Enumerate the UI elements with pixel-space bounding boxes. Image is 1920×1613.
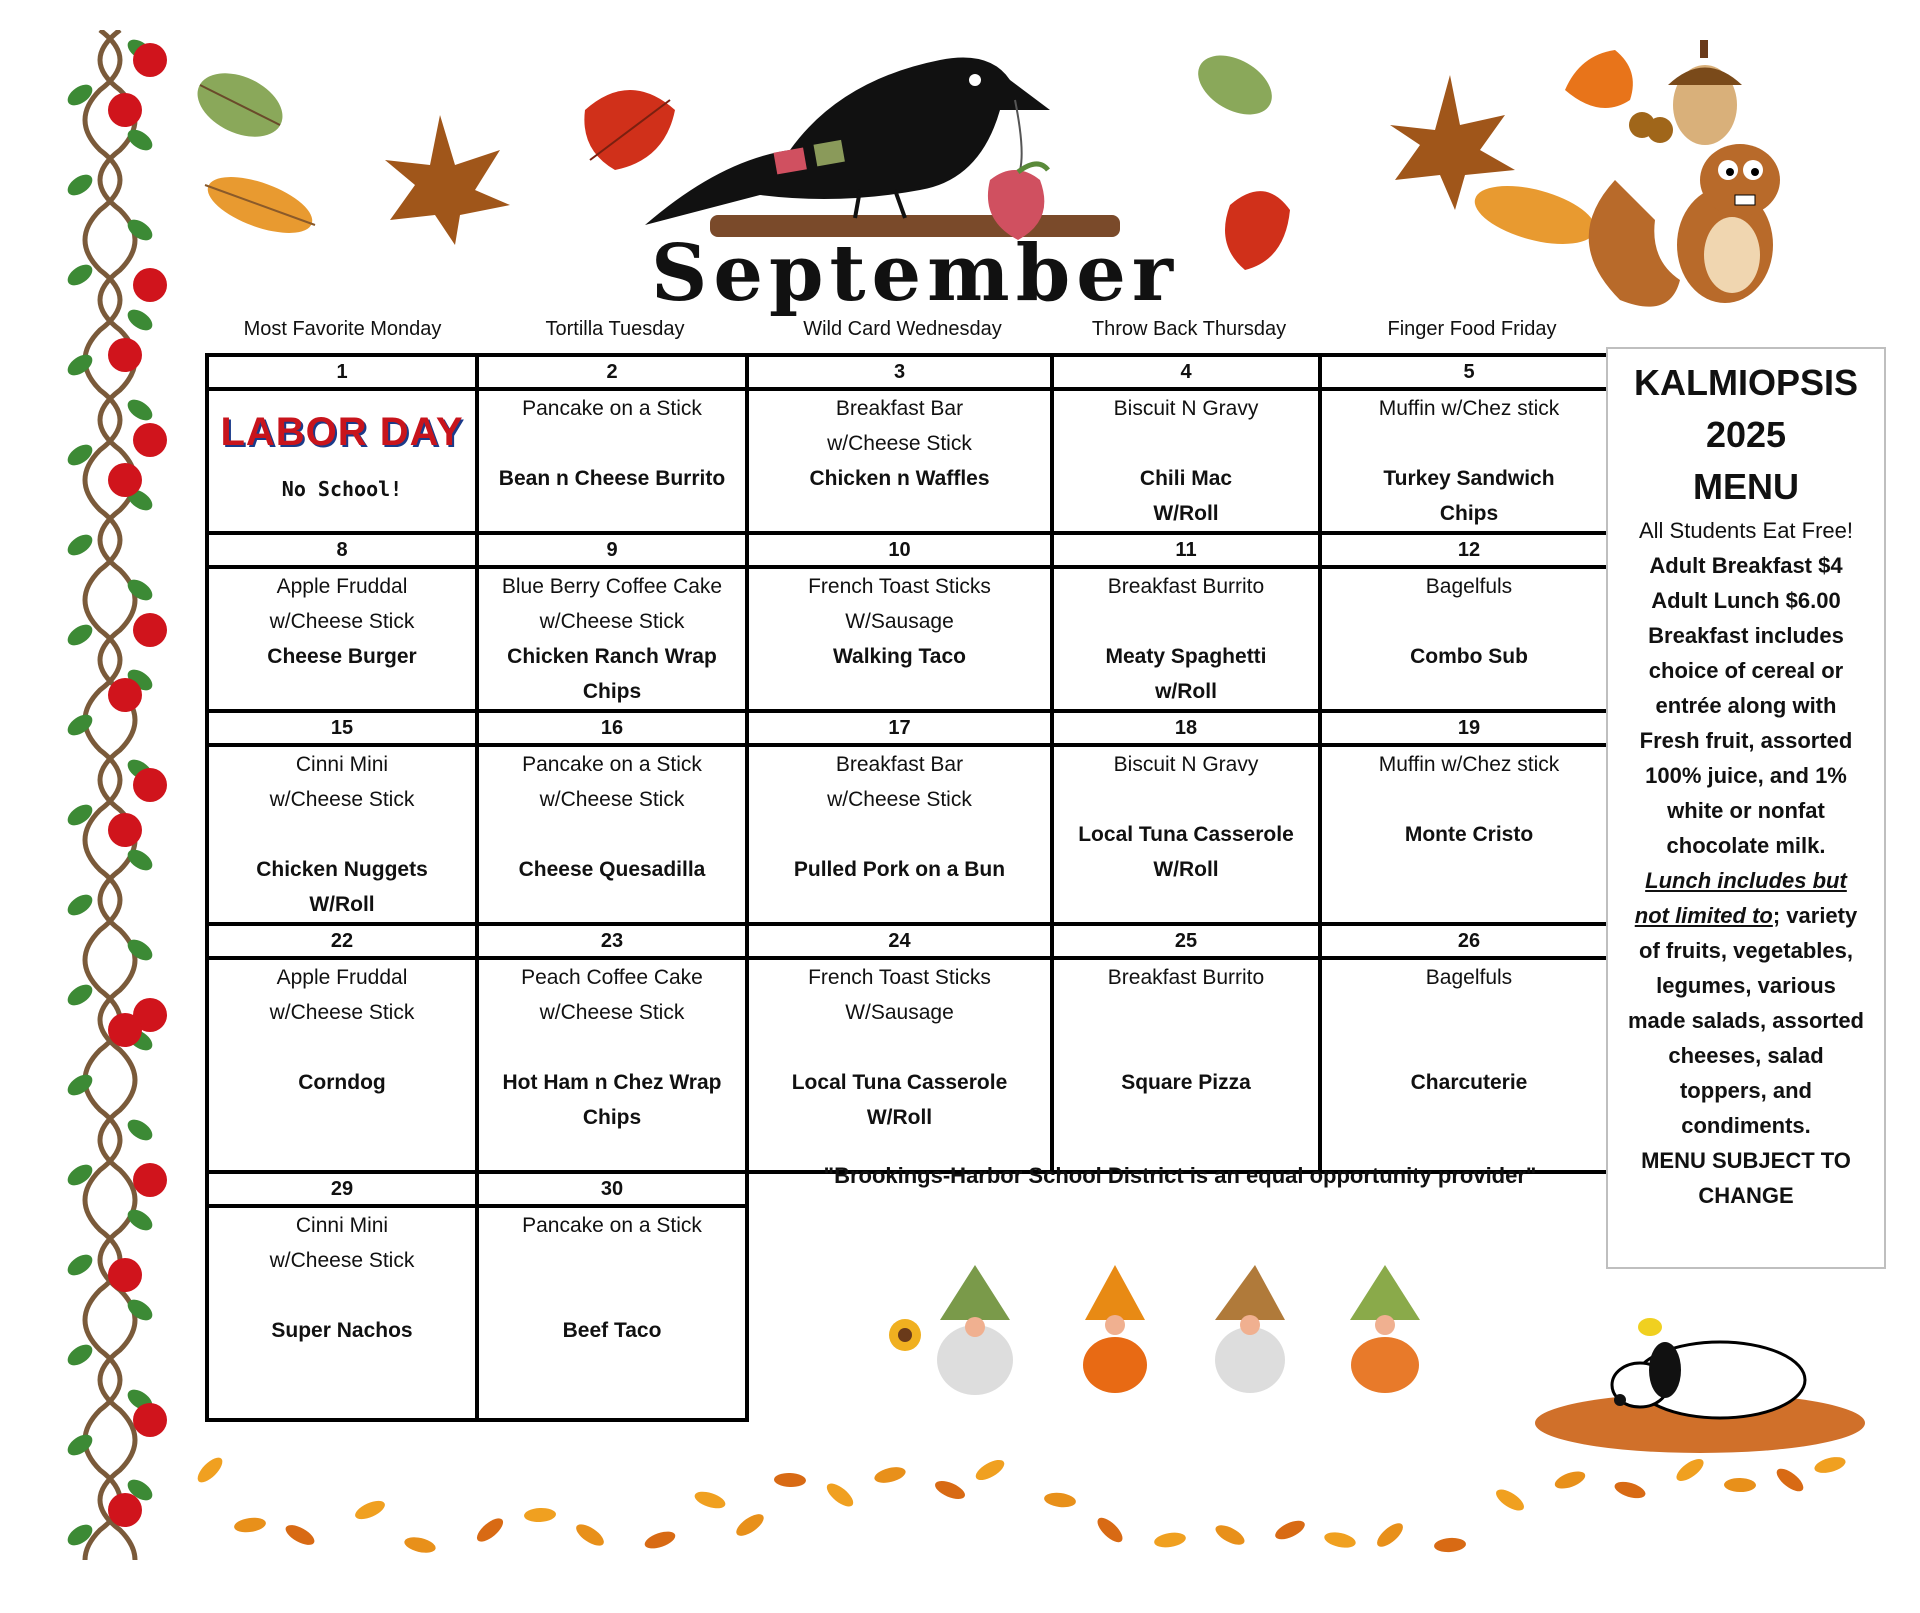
autumn-leaf-icon <box>1773 1465 1807 1496</box>
menu-item <box>749 496 1050 531</box>
menu-item: w/Roll <box>1155 680 1217 703</box>
day-menu-cell <box>1320 389 1618 533</box>
day-number: 18 <box>1052 711 1320 745</box>
apple-icon <box>108 1013 142 1047</box>
day-number: 4 <box>1052 355 1320 389</box>
apple-icon <box>133 1163 167 1197</box>
menu-item: French Toast Sticks <box>808 966 991 989</box>
vine-leaf-icon <box>64 530 96 559</box>
menu-info-sidebar <box>1606 347 1886 1269</box>
menu-item: w/Cheese Stick <box>269 1249 415 1272</box>
week-menu-row <box>207 567 1618 711</box>
vine-leaf-icon <box>124 395 156 424</box>
menu-item <box>479 817 745 852</box>
menu-item: W/Sausage <box>845 610 954 633</box>
menu-item: Meaty Spaghetti <box>1105 645 1267 668</box>
menu-item: Cheese Burger <box>267 645 417 668</box>
week-number-row <box>207 533 1618 567</box>
day-menu-cell <box>747 567 1052 711</box>
menu-item: Breakfast Bar <box>835 397 964 420</box>
autumn-leaf-icon <box>1323 1530 1357 1550</box>
apple-icon <box>108 463 142 497</box>
breakfast-description <box>1608 618 1884 863</box>
menu-item <box>1322 1030 1616 1065</box>
menu-item: w/Cheese Stick <box>269 1001 415 1024</box>
day-number: 1 <box>207 355 477 389</box>
menu-item: w/Cheese Stick <box>827 432 972 455</box>
menu-item: Combo Sub <box>1410 645 1528 668</box>
day-menu-cell <box>1052 745 1320 924</box>
day-number: 22 <box>207 924 477 958</box>
gnomes-illustration <box>880 1265 1450 1400</box>
menu-item: w/Cheese Stick <box>539 1001 685 1024</box>
vine-leaf-icon <box>64 260 96 289</box>
sidebar-text-line: made salads, assorted <box>1627 1008 1864 1033</box>
menu-item <box>479 1348 745 1383</box>
menu-item: Chicken Ranch Wrap <box>507 645 717 668</box>
menu-item: Chili Mac <box>1139 467 1233 490</box>
header-friday: Finger Food Friday <box>1387 318 1557 340</box>
day-menu-cell <box>477 745 747 924</box>
menu-item <box>1322 995 1616 1030</box>
variety-text: ; variety <box>1772 903 1858 928</box>
sidebar-text-line: MENU SUBJECT TO <box>1641 1148 1851 1173</box>
day-menu-cell <box>1052 567 1320 711</box>
autumn-leaf-icon <box>1153 1531 1187 1550</box>
menu-item: Muffin w/Chez stick <box>1378 397 1560 420</box>
autumn-leaf-icon <box>1724 1478 1756 1493</box>
menu-item: Chips <box>582 1106 642 1129</box>
header-wednesday: Wild Card Wednesday <box>803 318 1002 340</box>
green-leaf-icon <box>1188 45 1282 127</box>
autumn-leaf-icon <box>1434 1537 1467 1553</box>
menu-item <box>209 1030 475 1065</box>
apple-icon <box>108 1493 142 1527</box>
day-number: 17 <box>747 711 1052 745</box>
autumn-leaf-icon <box>1373 1519 1406 1551</box>
menu-item: Charcuterie <box>1410 1071 1528 1094</box>
autumn-leaf-icon <box>1094 1514 1127 1546</box>
not-limited-text: not limited to <box>1634 903 1773 928</box>
menu-item: Pancake on a Stick <box>522 1214 702 1237</box>
menu-item <box>1322 782 1616 817</box>
menu-item: W/Roll <box>309 893 375 916</box>
oak-leaf-icon <box>1565 50 1633 108</box>
menu-subject-to-change <box>1608 1143 1884 1213</box>
vine-leaf-icon <box>64 1340 96 1369</box>
autumn-leaf-icon <box>1493 1485 1527 1514</box>
day-menu-cell <box>747 745 1052 924</box>
day-menu-cell <box>1320 567 1618 711</box>
apple-icon <box>133 613 167 647</box>
autumn-leaf-icon <box>933 1477 968 1502</box>
autumn-leaf-icon <box>774 1472 806 1487</box>
red-leaf-icon <box>1225 191 1290 270</box>
menu-item: Pancake on a Stick <box>522 397 702 420</box>
vine-leaf-icon <box>64 890 96 919</box>
menu-item: W/Sausage <box>845 1001 954 1024</box>
menu-item: Local Tuna Casserole <box>1078 823 1294 846</box>
menu-item: Chips <box>582 680 642 703</box>
day-number: 15 <box>207 711 477 745</box>
autumn-leaf-icon <box>873 1464 907 1485</box>
menu-item <box>479 1278 745 1313</box>
apple-icon <box>133 768 167 802</box>
sidebar-text-line: entrée along with <box>1655 693 1837 718</box>
sidebar-text-line: Fresh fruit, assorted <box>1639 728 1853 753</box>
day-menu-cell <box>1320 745 1618 924</box>
gnome-basket-icon <box>1350 1265 1420 1393</box>
day-number: 9 <box>477 533 747 567</box>
menu-item: Square Pizza <box>1121 1071 1251 1094</box>
apple-icon <box>133 423 167 457</box>
menu-calendar <box>205 353 1620 1422</box>
menu-item: Bagelfuls <box>1425 575 1513 598</box>
vine-leaf-icon <box>124 1115 156 1144</box>
menu-item: w/Cheese Stick <box>539 610 685 633</box>
autumn-leaf-icon <box>283 1521 318 1549</box>
autumn-leaf-icon <box>973 1456 1008 1484</box>
autumn-leaf-icon <box>473 1514 507 1545</box>
menu-item <box>209 1383 475 1418</box>
gnome-pumpkin-icon <box>1083 1265 1147 1393</box>
menu-item <box>1322 1100 1616 1135</box>
vine-leaf-icon <box>64 980 96 1009</box>
autumn-leaves-decoration <box>190 55 550 245</box>
sidebar-text-line: choice of cereal or <box>1648 658 1844 683</box>
sidebar-title-line: MENU <box>1693 466 1799 507</box>
sidebar-text-line: Breakfast includes <box>1648 623 1844 648</box>
day-number: 19 <box>1320 711 1618 745</box>
sidebar-title-line: KALMIOPSIS <box>1633 362 1858 403</box>
menu-item: Biscuit N Gravy <box>1113 753 1259 776</box>
menu-item: W/Roll <box>866 1106 933 1129</box>
day-menu-cell <box>477 1206 747 1420</box>
menu-item <box>209 674 475 709</box>
day-menu-cell <box>747 389 1052 533</box>
menu-item <box>1322 887 1616 922</box>
autumn-leaf-icon <box>403 1535 437 1556</box>
menu-item <box>1054 426 1318 461</box>
menu-item <box>479 887 745 922</box>
menu-item <box>1322 604 1616 639</box>
day-number: 29 <box>207 1172 477 1206</box>
labor-day-logo <box>209 391 475 529</box>
weekday-header-row <box>205 318 1605 354</box>
menu-item <box>1322 426 1616 461</box>
menu-item <box>749 817 1050 852</box>
apple-icon <box>133 43 167 77</box>
autumn-leaf-icon <box>1673 1455 1707 1485</box>
autumn-leaf-icon <box>1813 1454 1848 1476</box>
menu-item: Chips <box>1439 502 1499 525</box>
day-number: 11 <box>1052 533 1320 567</box>
dog-on-leaf-pile-illustration <box>1530 1305 1870 1455</box>
menu-item <box>209 1135 475 1170</box>
day-number: 23 <box>477 924 747 958</box>
month-title: September <box>651 228 1179 319</box>
menu-item <box>479 1030 745 1065</box>
sidebar-text-line: CHANGE <box>1698 1183 1794 1208</box>
sidebar-text-line: chocolate milk. <box>1666 833 1826 858</box>
squirrel-with-acorn-illustration <box>1560 30 1880 330</box>
menu-item: Monte Cristo <box>1404 823 1534 846</box>
sidebar-title-line: 2025 <box>1705 414 1787 455</box>
day-number: 5 <box>1320 355 1618 389</box>
day-number: 12 <box>1320 533 1618 567</box>
menu-item: w/Cheese Stick <box>827 788 972 811</box>
menu-item: w/Cheese Stick <box>269 610 415 633</box>
menu-item: w/Cheese Stick <box>269 788 415 811</box>
orange-leaf-icon <box>201 166 319 245</box>
menu-item <box>479 1243 745 1278</box>
maple-leaf-icon <box>385 115 510 245</box>
menu-item: Local Tuna Casserole <box>791 1071 1008 1094</box>
menu-item: Cinni Mini <box>295 1214 389 1237</box>
menu-item: W/Roll <box>1153 502 1219 525</box>
menu-item <box>1054 782 1318 817</box>
week-menu-row <box>207 745 1618 924</box>
autumn-leaf-icon <box>524 1507 557 1523</box>
gnome-sunflower-icon <box>889 1265 1013 1395</box>
adult-breakfast-price: Adult Breakfast $4 <box>1649 553 1843 578</box>
green-leaf-icon <box>190 61 293 150</box>
sidebar-text-line: legumes, various <box>1656 973 1836 998</box>
menu-item: Blue Berry Coffee Cake <box>501 575 723 598</box>
day-number: 25 <box>1052 924 1320 958</box>
menu-item: W/Roll <box>1153 858 1219 881</box>
autumn-leaf-icon <box>693 1488 728 1511</box>
autumn-leaf-icon <box>1553 1468 1588 1492</box>
lunch-includes-text: Lunch includes but <box>1645 868 1847 893</box>
menu-item <box>209 817 475 852</box>
menu-item <box>479 496 745 531</box>
lunch-not-limited-line <box>1608 898 1884 933</box>
sidebar-text-line: toppers, and <box>1679 1078 1812 1103</box>
menu-item <box>749 1030 1050 1065</box>
menu-item: Breakfast Bar <box>835 753 964 776</box>
day-menu-cell <box>207 1206 477 1420</box>
menu-item: Breakfast Burrito <box>1107 966 1265 989</box>
menu-item: Walking Taco <box>832 645 966 668</box>
menu-item <box>749 887 1050 922</box>
autumn-leaf-icon <box>1213 1521 1248 1548</box>
apple-icon <box>108 93 142 127</box>
menu-item <box>479 1383 745 1418</box>
day-menu-cell <box>477 389 747 533</box>
day-number: 26 <box>1320 924 1618 958</box>
week-number-row <box>207 711 1618 745</box>
menu-item: Peach Coffee Cake <box>521 966 703 989</box>
week-number-row <box>207 924 1618 958</box>
menu-item <box>1054 1030 1318 1065</box>
menu-item: Corndog <box>298 1071 386 1094</box>
menu-item: Pulled Pork on a Bun <box>793 858 1006 881</box>
adult-lunch-price: Adult Lunch $6.00 <box>1651 588 1841 613</box>
menu-item: French Toast Sticks <box>808 575 991 598</box>
bird-icon <box>1638 1318 1662 1336</box>
menu-item: Beef Taco <box>562 1319 662 1342</box>
menu-item <box>1054 1100 1318 1135</box>
menu-item: Apple Fruddal <box>276 575 408 598</box>
menu-item: Bagelfuls <box>1425 966 1513 989</box>
week-menu-row <box>207 958 1618 1172</box>
squirrel-icon <box>1589 144 1780 307</box>
menu-item: Chicken n Waffles <box>809 467 990 490</box>
day-number: 16 <box>477 711 747 745</box>
sidebar-title <box>1608 357 1884 513</box>
falling-leaves-border <box>190 1440 1870 1560</box>
autumn-leaf-icon <box>643 1528 678 1552</box>
day-number: 30 <box>477 1172 747 1206</box>
menu-item: Muffin w/Chez stick <box>1378 753 1560 776</box>
vine-leaf-icon <box>64 170 96 199</box>
day-menu-cell <box>747 958 1052 1172</box>
day-number: 24 <box>747 924 1052 958</box>
autumn-leaf-icon <box>353 1497 388 1523</box>
day-menu-cell <box>1052 389 1320 533</box>
menu-item: Bean n Cheese Burrito <box>498 467 726 490</box>
menu-item <box>1054 995 1318 1030</box>
day-menu-cell <box>477 567 747 711</box>
apple-icon <box>133 268 167 302</box>
equal-opportunity-note: "Brookings-Harbor School District is an equal opportunity provider" <box>823 1163 1537 1188</box>
header-monday: Most Favorite Monday <box>243 318 442 340</box>
autumn-leaf-icon <box>1273 1517 1308 1543</box>
crow-illustration <box>640 40 1180 250</box>
apple-icon <box>988 100 1048 240</box>
vine-leaf-icon <box>64 620 96 649</box>
header-thursday: Throw Back Thursday <box>1091 318 1287 340</box>
menu-item <box>209 1100 475 1135</box>
apple-icon <box>108 338 142 372</box>
menu-item <box>209 1278 475 1313</box>
menu-item: Cheese Quesadilla <box>518 858 706 881</box>
day-menu-cell <box>207 567 477 711</box>
menu-item: w/Cheese Stick <box>539 788 685 811</box>
autumn-leaf-icon <box>233 1516 267 1534</box>
menu-item: Chicken Nuggets <box>256 858 428 881</box>
labor-day-text: LABOR DAY <box>220 410 464 454</box>
menu-item: Cinni Mini <box>295 753 389 776</box>
vine-leaf-icon <box>124 305 156 334</box>
day-menu-cell <box>207 958 477 1172</box>
menu-item <box>479 1135 745 1170</box>
menu-item <box>1054 604 1318 639</box>
menu-item <box>1054 887 1318 922</box>
day-menu-cell <box>1320 958 1618 1172</box>
day-menu-cell <box>477 958 747 1172</box>
sidebar-text-line: white or nonfat <box>1667 798 1825 823</box>
autumn-leaf-icon <box>194 1454 227 1487</box>
menu-item: Turkey Sandwich <box>1383 467 1555 490</box>
sidebar-text-line: cheeses, salad <box>1668 1043 1824 1068</box>
menu-item: Pancake on a Stick <box>522 753 702 776</box>
no-school-text: No School! <box>281 477 403 501</box>
menu-item: Hot Ham n Chez Wrap <box>502 1071 722 1094</box>
day-menu-cell <box>207 389 477 533</box>
menu-item <box>1322 674 1616 709</box>
autumn-leaves-decoration-right <box>1185 45 1605 275</box>
header-tuesday: Tortilla Tuesday <box>545 318 685 340</box>
acorn-icon <box>1629 40 1742 145</box>
menu-item <box>479 426 745 461</box>
day-number: 3 <box>747 355 1052 389</box>
sidebar-text-line: of fruits, vegetables, <box>1639 938 1853 963</box>
day-menu-cell <box>207 745 477 924</box>
apple-icon <box>133 1403 167 1437</box>
vine-leaf-icon <box>64 1250 96 1279</box>
students-free-text: All Students Eat Free! <box>1639 518 1853 543</box>
apple-icon <box>108 813 142 847</box>
autumn-leaf-icon <box>1613 1479 1648 1502</box>
menu-item <box>749 674 1050 709</box>
menu-item: Apple Fruddal <box>276 966 408 989</box>
sidebar-text-line: condiments. <box>1681 1113 1811 1138</box>
week-menu-row <box>207 389 1618 533</box>
autumn-leaf-icon <box>1043 1491 1076 1509</box>
lunch-description <box>1608 933 1884 1143</box>
sidebar-text-line: 100% juice, and 1% <box>1645 763 1847 788</box>
autumn-leaf-icon <box>733 1510 767 1540</box>
menu-item <box>209 1348 475 1383</box>
menu-item <box>1322 852 1616 887</box>
day-number: 8 <box>207 533 477 567</box>
autumn-leaf-icon <box>823 1479 857 1510</box>
menu-item: Biscuit N Gravy <box>1113 397 1259 420</box>
gnome-corn-icon <box>1215 1265 1285 1393</box>
menu-item: Super Nachos <box>271 1319 413 1342</box>
week-number-row <box>207 355 1618 389</box>
apple-vine-decoration <box>40 30 190 1560</box>
day-menu-cell <box>1052 958 1320 1172</box>
day-number: 10 <box>747 533 1052 567</box>
menu-item: Breakfast Burrito <box>1107 575 1265 598</box>
autumn-leaf-icon <box>573 1520 607 1550</box>
sleeping-dog-icon <box>1612 1342 1805 1418</box>
day-number: 2 <box>477 355 747 389</box>
apple-icon <box>108 678 142 712</box>
apple-icon <box>108 1258 142 1292</box>
